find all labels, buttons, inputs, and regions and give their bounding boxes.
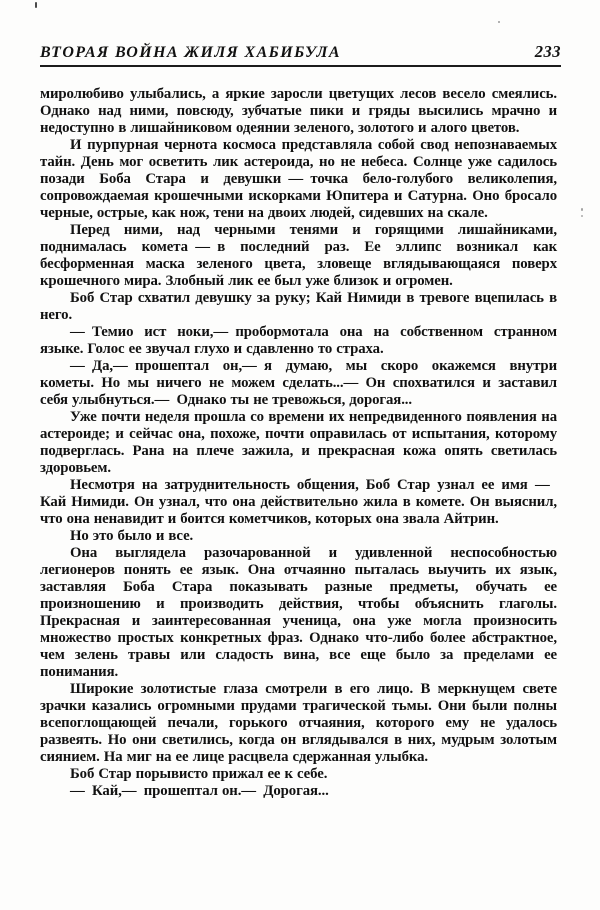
page-number: 233 xyxy=(534,42,561,61)
scan-speck xyxy=(581,215,583,217)
body-text xyxy=(40,86,557,800)
paragraph: Боб Стар порывисто прижал ее к себе. xyxy=(70,766,328,782)
running-title: ВТОРАЯ ВОЙНА ЖИЛЯ ХАБИБУЛА xyxy=(40,44,341,61)
paragraph: Широкие золотистые глаза смотрели в его лицо. В меркнущем свете зрачки казались огромными прудами трагической тьмы. Они были полны всепоглощающей печали, горького отчаяния, которого ему не удалось развеять. Но они светились, когда он вглядывался в них, мудрым золотым сиянием. На миг на ее лице расцвела сдержанная улыбка. xyxy=(40,681,557,765)
paragraph: Но это было и все. xyxy=(70,528,194,544)
paragraph: Перед ними, над черными тенями и горящими лишайниками, поднималась комета — в последний раз. Ее эллипс возникал как бесформенная маска зеленого цвета, зловеще вглядывающаяся поверх крошечного мира. Злобный лик ее был уже близок и огромен. xyxy=(40,222,557,289)
scan-speck xyxy=(581,208,583,211)
paragraph: И пурпурная чернота космоса представляла собой свод непознаваемых тайн. День мог осветить лик астероида, но не небеса. Солнце уже садилось позади Боба Стара и девушки — точка бело-голубого великолепия, сопровождаемая крошечными искорками Юпитера и Сатурна. Оно бросало черные, острые, как нож, тени на двоих людей, сидевших на скале. xyxy=(40,137,557,221)
scan-speck xyxy=(35,2,37,8)
paragraph: — Темио ист ноки,— пробормотала она на собственном странном языке. Голос ее звучал глухо и сдавленно то страха. xyxy=(40,324,557,357)
paragraph: Уже почти неделя прошла со времени их непредвиденного появления на астероиде; и сейчас она, похоже, почти оправилась от испытания, которому подверглась. Рана на плече зажила, и прекрасная кожа опять светилась здоровьем. xyxy=(40,409,557,476)
paragraph: миролюбиво улыбались, а яркие заросли цветущих лесов весело смеялись. Однако над ними, повсюду, зубчатые пики и гряды высились мрачно и недоступно в лишайниковом одеянии зеленого, золотого и алого цветов. xyxy=(40,86,557,136)
paragraph: Несмотря на затруднительность общения, Боб Стар узнал ее имя — Кай Нимиди. Он узнал, что она действительно жила в комете. Он выяснил, что она ненавидит и боится кометчиков, которых она звала Айтрин. xyxy=(40,477,557,527)
paragraph: — Кай,— прошептал он.— Дорогая... xyxy=(70,783,329,799)
running-head xyxy=(40,42,561,67)
paragraph: Она выглядела разочарованной и удивленной неспособностью легионеров понять ее язык. Она отчаянно пыталась выучить их язык, заставляя Боба Стара показывать разные предметы, обучать ее произношению и производить действия, чтобы объяснить глаголы. Прекрасная и заинтересованная ученица, она уже могла произносить множество простых конкретных фраз. Однако что-либо более абстрактное, чем зелень травы или сладость вина, все еще было за пределами ее понимания. xyxy=(40,545,557,680)
paragraph: Боб Стар схватил девушку за руку; Кай Нимиди в тревоге вцепилась в него. xyxy=(40,290,557,323)
paragraph: — Да,— прошептал он,— я думаю, мы скоро окажемся внутри кометы. Но мы ничего не можем сделать...— Он спохватился и заставил себя улыбнуться.— Однако ты не тревожься, дорогая... xyxy=(40,358,557,408)
scan-speck xyxy=(498,21,500,23)
